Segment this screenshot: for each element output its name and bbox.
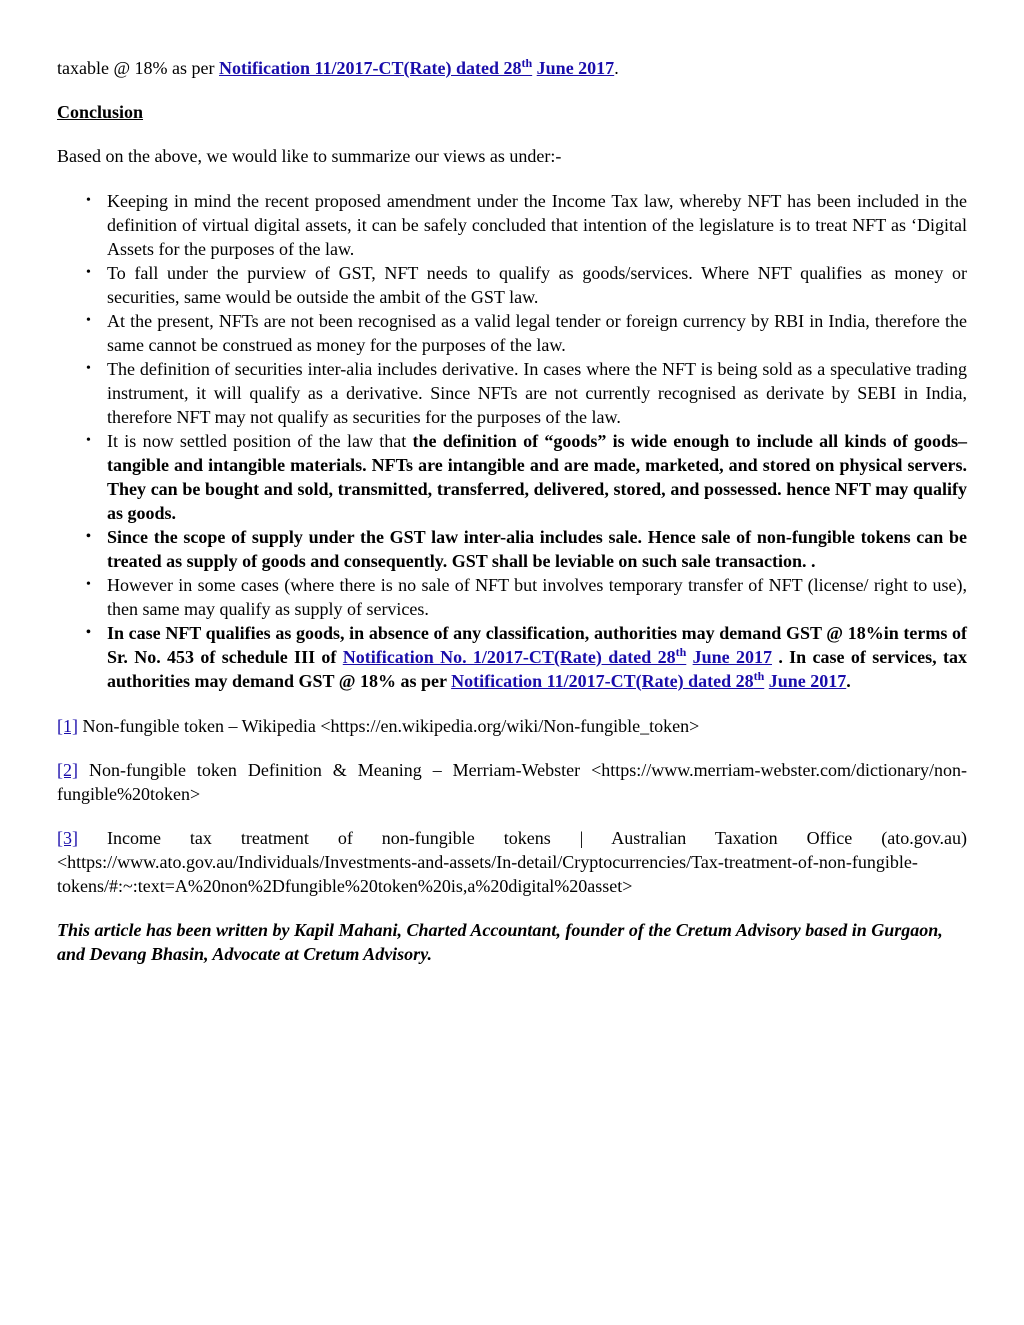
june-2017-link-2[interactable]: June 2017	[692, 647, 772, 667]
intro-paragraph: taxable @ 18% as per Notification 11/2017-CT(Rate) dated 28th June 2017.	[57, 56, 619, 78]
conclusion-list	[57, 189, 967, 693]
reference-3: [3] Income tax treatment of non-fungible tokens | Australian Taxation Office (ato.gov.au) <https://www.ato.gov.au/Individuals/Investments-and-assets/In-detail/Cryptocurrencies/Tax-treatment-of-non-fungible-tokens/#:~:text=A%20non%2Dfungible%20token%20is,a%20digital%20asset>	[57, 828, 968, 896]
footnote-link-1[interactable]: [1]	[57, 716, 78, 736]
notification-1-link[interactable]: Notification No. 1/2017-CT(Rate) dated 28th	[342, 645, 687, 667]
bullet-icon: •	[86, 361, 91, 376]
intro-prefix: taxable @ 18% as per	[57, 58, 220, 78]
bullet-icon: •	[86, 577, 91, 592]
list-item: • However in some cases (where there is no sale of NFT but involves temporary transfer of NFT (license/ right to use), then same may qualify as supply of services.	[86, 575, 967, 619]
footnote-link-2[interactable]: [2]	[57, 760, 78, 780]
conclusion-heading: Conclusion	[57, 102, 144, 122]
list-item: • Keeping in mind the recent proposed amendment under the Income Tax law, whereby NFT has been included in the definition of virtual digital assets, it can be safely concluded that intention of the legislature is to treat NFT as ‘Digital Assets for the purposes of the law.	[86, 191, 967, 259]
list-item: • It is now settled position of the law that the definition of “goods” is wide enough to include all kinds of goods– tangible and intangible materials. NFTs are intangible and are made, marketed, and stored on physical servers. They can be bought and sold, transmitted, transferred, delivered, stored, and possessed. hence NFT may qualify as goods.	[86, 431, 967, 523]
notification-11-link[interactable]: Notification 11/2017-CT(Rate) dated 28th	[219, 56, 533, 78]
june-2017-link[interactable]: June 2017	[536, 58, 615, 78]
document-page	[57, 56, 967, 966]
list-item: • The definition of securities inter-alia includes derivative. In cases where the NFT is being sold as a speculative trading instrument, it will qualify as a derivative. Since NFTs are not currently recognised as derivate by SEBI in India, therefore NFT may not qualify as securities for the purposes of the law.	[86, 359, 967, 427]
bullet-icon: •	[86, 625, 91, 640]
reference-1: [1] Non-fungible token – Wikipedia <https://en.wikipedia.org/wiki/Non-fungible_token>	[57, 716, 700, 736]
notification-11-link-2[interactable]: Notification 11/2017-CT(Rate) dated 28th	[451, 669, 765, 691]
list-item: • In case NFT qualifies as goods, in absence of any classification, authorities may demand GST @ 18%in terms of Sr. No. 453 of schedule III of Notification No. 1/2017-CT(Rate) dated 28th June 2017 . In case of services, tax authorities may demand GST @ 18% as per Notification 11/2017-CT(Rate) dated 28th June 2017.	[86, 623, 967, 691]
list-item: • Since the scope of supply under the GST law inter-alia includes sale. Hence sale of non-fungible tokens can be treated as supply of goods and consequently. GST shall be leviable on such sale transaction. .	[86, 527, 967, 571]
bullet-icon: •	[86, 265, 91, 280]
summary-intro: Based on the above, we would like to summarize our views as under:-	[57, 146, 562, 166]
bullet-icon: •	[86, 313, 91, 328]
list-item: • At the present, NFTs are not been recognised as a valid legal tender or foreign currency by RBI in India, therefore the same cannot be construed as money for the purposes of the law.	[86, 311, 967, 355]
reference-2: [2] Non-fungible token Definition & Meaning – Merriam-Webster <https://www.merriam-webster.com/dictionary/non-fungible%20token>	[57, 760, 968, 804]
bullet-icon: •	[86, 433, 91, 448]
bullet-icon: •	[86, 529, 91, 544]
bullet-icon: •	[86, 193, 91, 208]
author-credit: This article has been written by Kapil Mahani, Charted Accountant, founder of the Cretum Advisory based in Gurgaon, and Devang Bhasin, Advocate at Cretum Advisory.	[57, 920, 943, 964]
list-item: • To fall under the purview of GST, NFT needs to qualify as goods/services. Where NFT qualifies as money or securities, same would be outside the ambit of the GST law.	[86, 263, 967, 307]
june-2017-link-3[interactable]: June 2017	[768, 671, 847, 691]
footnote-link-3[interactable]: [3]	[57, 828, 78, 848]
